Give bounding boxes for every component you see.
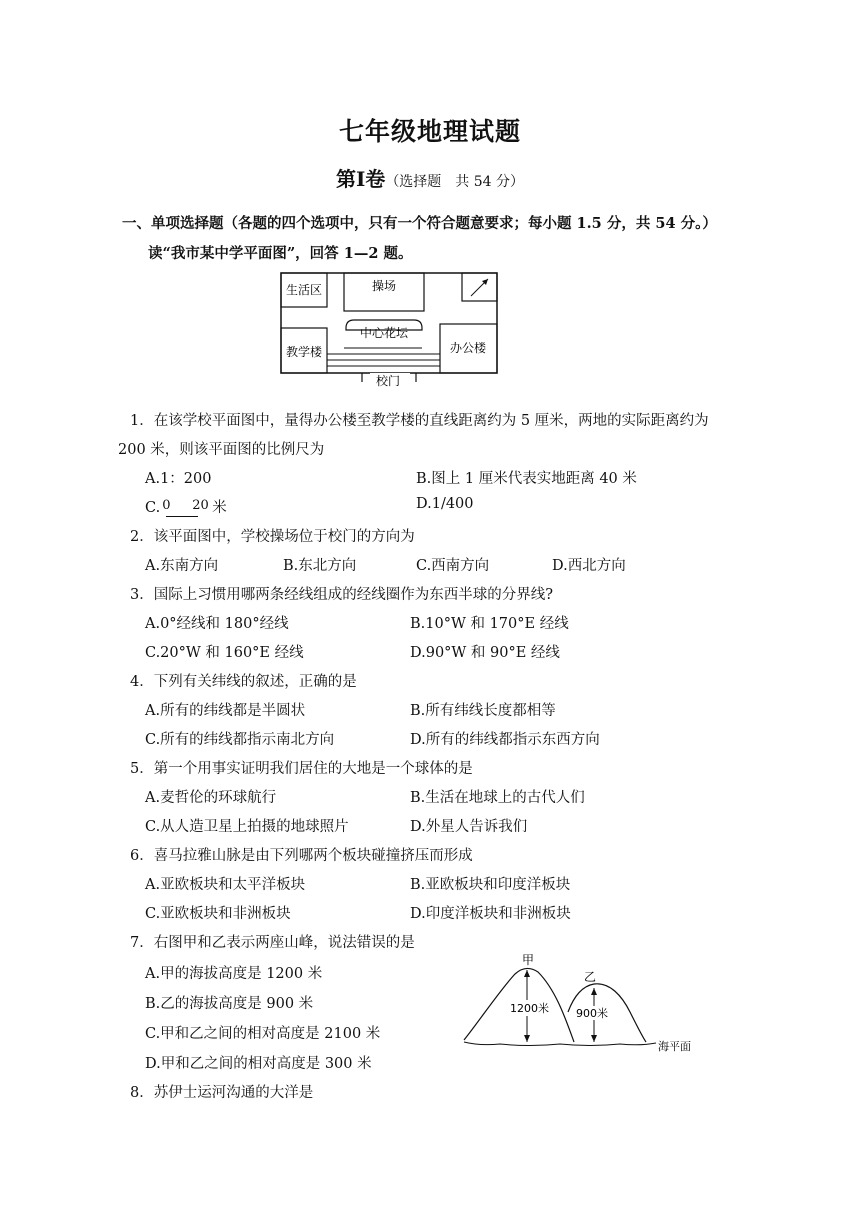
question-7-option-d: D.甲和乙之间的相对高度是 300 米 [145, 1056, 372, 1072]
question-1-stem-line2: 200 米，则该平面图的比例尺为 [118, 442, 325, 458]
question-6-stem: 6．喜马拉雅山脉是由下列哪两个板块碰撞挤压而形成 [130, 848, 473, 864]
height-b-label: 900米 [576, 1007, 608, 1020]
volume-label: 第Ⅰ卷 [335, 167, 386, 191]
question-6-option-c: C.亚欧板块和非洲板块 [145, 906, 291, 922]
reading-prompt: 读“我市某中学平面图”，回答 1—2 题。 [148, 245, 413, 262]
question-7-stem: 7．右图甲和乙表示两座山峰，说法错误的是 [130, 935, 415, 951]
question-1-option-b: B.图上 1 厘米代表实地距离 40 米 [416, 471, 637, 487]
question-5-option-c: C.从人造卫星上拍摄的地球照片 [145, 819, 349, 835]
playground-label: 操场 [371, 279, 397, 293]
question-2-option-d: D.西北方向 [552, 558, 626, 574]
question-2-option-c: C.西南方向 [416, 558, 490, 574]
scale-zero: 0 [162, 498, 171, 513]
question-2-option-b: B.东北方向 [283, 558, 357, 574]
question-6-option-a: A.亚欧板块和太平洋板块 [145, 877, 306, 893]
question-8-stem: 8．苏伊士运河沟通的大洋是 [130, 1085, 314, 1101]
north-arrow-icon [471, 279, 488, 296]
question-6-option-b: B.亚欧板块和印度洋板块 [410, 877, 571, 893]
arrow-icon [591, 1035, 597, 1042]
sea-level-label: 海平面 [658, 1040, 691, 1053]
question-1-option-a: A.1：200 [145, 471, 212, 487]
section-instruction: 一、单项选择题（各题的四个选项中，只有一个符合题意要求；每小题 1.5 分，共 54 分。） [122, 215, 717, 232]
peak-a-label: 甲 [522, 953, 535, 967]
question-4-stem: 4．下列有关纬线的叙述，正确的是 [130, 674, 357, 690]
peak-b-label: 乙 [584, 970, 597, 984]
arrow-icon [524, 970, 530, 977]
question-7-option-b: B.乙的海拔高度是 900 米 [145, 996, 314, 1012]
question-3-option-a: A.0°经线和 180°经线 [145, 616, 289, 632]
question-7-option-a: A.甲的海拔高度是 1200 米 [145, 966, 323, 982]
living-area-label: 生活区 [285, 283, 323, 297]
question-2-stem: 2．该平面图中，学校操场位于校门的方向为 [130, 529, 415, 545]
question-5-option-a: A.麦哲伦的环球航行 [145, 790, 277, 806]
campus-map [280, 272, 500, 388]
page-title: 七年级地理试题 [338, 117, 521, 146]
question-5-option-d: D.外星人告诉我们 [410, 819, 528, 835]
question-3-option-c: C.20°W 和 160°E 经线 [145, 645, 304, 661]
scale-bar [160, 498, 209, 516]
question-3-option-d: D.90°W 和 90°E 经线 [410, 645, 560, 661]
question-5-option-b: B.生活在地球上的古代人们 [410, 790, 585, 806]
section-heading [0, 163, 860, 192]
mountain-figure [460, 950, 705, 1060]
question-2-option-a: A.东南方向 [145, 558, 219, 574]
question-4-option-a: A.所有的纬线都是半圆状 [145, 703, 306, 719]
scale-unit: 米 [212, 500, 227, 516]
gate-label: 校门 [375, 374, 401, 388]
arrow-icon [524, 1035, 530, 1042]
question-1-stem-line1: 1．在该学校平面图中，量得办公楼至教学楼的直线距离约为 5 厘米，两地的实际距离约为 [130, 413, 709, 429]
question-6-option-d: D.印度洋板块和非洲板块 [410, 906, 571, 922]
question-1-option-d: D.1/400 [416, 496, 474, 512]
height-a-label: 1200米 [510, 1002, 549, 1015]
question-1-option-c [145, 496, 227, 517]
question-3-stem: 3．国际上习惯用哪两条经线组成的经线圈作为东西半球的分界线? [130, 587, 553, 603]
volume-note: （选择题 共 54 分） [385, 174, 525, 190]
option-c-prefix: C. [145, 500, 161, 516]
arrow-icon [591, 988, 597, 995]
question-4-option-c: C.所有的纬线都指示南北方向 [145, 732, 335, 748]
question-4-option-b: B.所有纬线长度都相等 [410, 703, 556, 719]
scale-twenty: 20 [192, 498, 209, 513]
question-5-stem: 5．第一个用事实证明我们居住的大地是一个球体的是 [130, 761, 473, 777]
sea-level-line [464, 1042, 656, 1046]
question-7-option-c: C.甲和乙之间的相对高度是 2100 米 [145, 1026, 381, 1042]
question-4-option-d: D.所有的纬线都指示东西方向 [410, 732, 600, 748]
question-3-option-b: B.10°W 和 170°E 经线 [410, 616, 569, 632]
garden-label: 中心花坛 [359, 326, 409, 340]
office-building-label: 办公楼 [449, 341, 487, 355]
teaching-building-label: 教学楼 [285, 345, 323, 359]
